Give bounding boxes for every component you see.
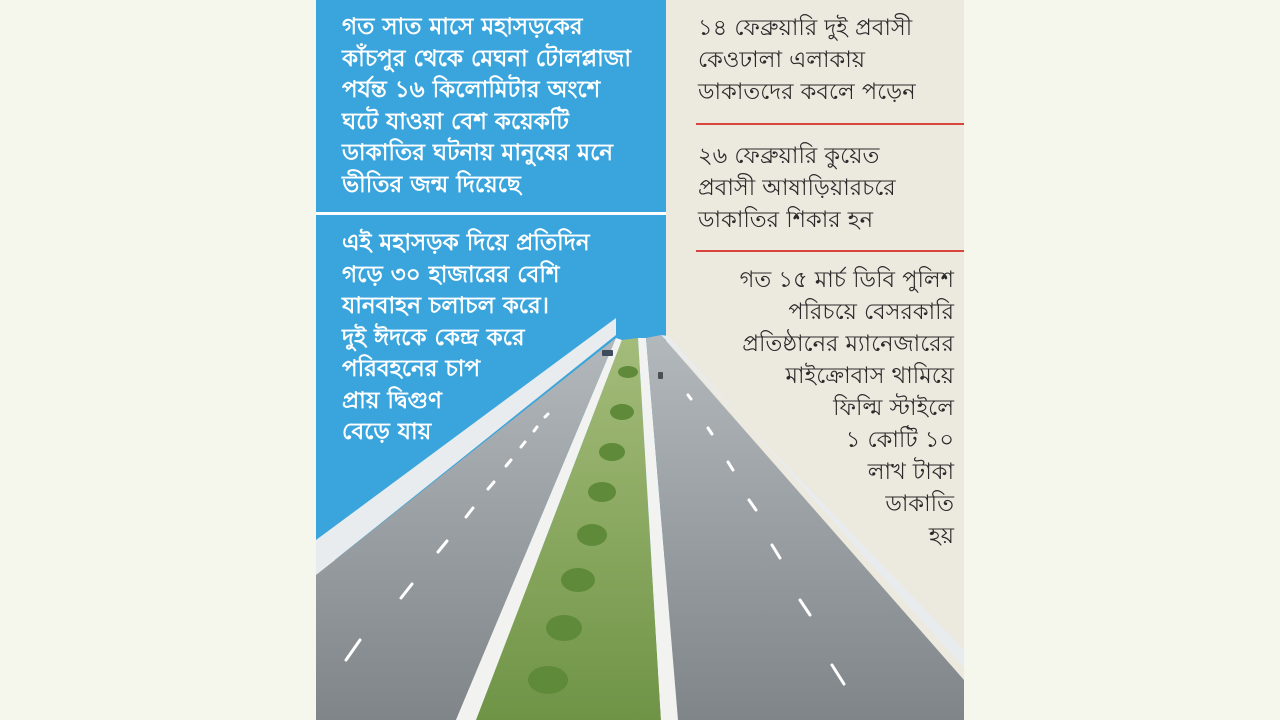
- event-mar-15: গত ১৫ মার্চ ডিবি পুলিশ পরিচয়ে বেসরকারি প্রতিষ্ঠানের ম্যানেজারের মাইক্রোবাস থামিয়ে ফিল্মি স্টাইলে ১ কোটি ১০ লাখ টাকা ডাকাতি হয়: [739, 267, 954, 549]
- event-feb-26: ২৬ ফেব্রুয়ারি কুয়েত প্রবাসী আষাড়িয়ারচরে ডাকাতির শিকার হন: [698, 143, 896, 233]
- event-divider-1: [696, 123, 964, 125]
- vehicle-right: [658, 372, 663, 379]
- traffic-volume-summary: এই মহাসড়ক দিয়ে প্রতিদিন গড়ে ৩০ হাজারের বেশি যানবাহন চলাচল করে। দুই ঈদকে কেন্দ্র করে পরিবহনের চাপ প্রায় দ্বিগুণ বেড়ে যায়: [342, 230, 590, 445]
- robbery-fear-summary: গত সাত মাসে মহাসড়কের কাঁচপুর থেকে মেঘনা টোলপ্লাজা পর্যন্ত ১৬ কিলোমিটার অংশে ঘটে যাওয়া বেশ কয়েকটি ডাকাতির ঘটনায় মানুষের মনে ভীতির জন্ম দিয়েছে: [342, 14, 632, 198]
- blue-panel-divider: [316, 212, 666, 215]
- event-divider-2: [696, 250, 964, 252]
- highway-robbery-infographic: [316, 0, 964, 720]
- event-feb-14: ১৪ ফেব্রুয়ারি দুই প্রবাসী কেওঢালা এলাকায় ডাকাতদের কবলে পড়েন: [698, 15, 916, 105]
